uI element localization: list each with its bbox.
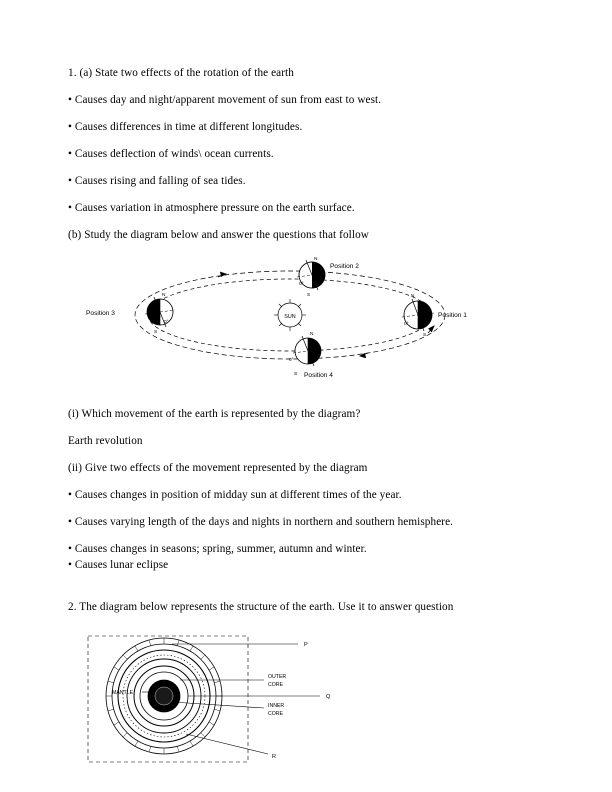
bullet-1a-4: • Causes rising and falling of sea tides. — [68, 175, 246, 187]
answer-1bi: Earth revolution — [68, 435, 143, 447]
position-1-north-label: N — [411, 294, 415, 299]
position-3-north-label: N — [162, 293, 166, 298]
question-1b: (b) Study the diagram below and answer the questions that follow — [68, 229, 369, 241]
question-1bii: (ii) Give two effects of the movement represented by the diagram — [68, 462, 368, 474]
bullet-1bii-1: • Causes changes in position of midday sun at different times of the year. — [68, 489, 402, 501]
question-1bi: (i) Which movement of the earth is represented by the diagram? — [68, 408, 361, 420]
bullet-1bii-2: • Causes varying length of the days and nights in northern and southern hemisphere. — [68, 516, 454, 528]
position-4-north-label: N — [310, 332, 314, 337]
position-4-label: Position 4 — [304, 372, 333, 379]
earth-revolution-diagram — [68, 255, 548, 383]
label-outer-core-line2: CORE — [268, 682, 283, 688]
position-2-north-label: N — [314, 257, 318, 262]
position-2-label: Position 2 — [330, 263, 359, 270]
bullet-1bii-3: • Causes changes in seasons; spring, summer, autumn and winter. — [68, 543, 367, 555]
sun-label: SUN — [284, 314, 296, 320]
position-4-group — [289, 331, 333, 379]
position-4-south-label: S — [294, 372, 298, 377]
document-body — [68, 66, 548, 770]
position-2-south-label: S — [307, 293, 311, 298]
label-q: Q — [326, 694, 331, 700]
bullet-1a-5: • Causes variation in atmosphere pressure on the earth surface. — [68, 202, 355, 214]
label-inner-core-line1: INNER — [268, 703, 285, 709]
earth-structure-diagram — [68, 630, 548, 770]
position-2-group — [297, 256, 359, 298]
position-1-group — [402, 293, 467, 338]
question-2: 2. The diagram below represents the structure of the earth. Use it to answer question — [68, 601, 454, 613]
position-2-equator-label: 0° — [299, 282, 304, 287]
position-3-group — [86, 292, 175, 335]
label-r: R — [272, 754, 277, 760]
position-3-south-label: S — [154, 330, 158, 335]
position-3-label: Position 3 — [86, 310, 115, 317]
label-inner-core-line2: CORE — [268, 711, 283, 717]
position-1-equator-label: 0° — [404, 322, 409, 327]
bullet-1a-2: • Causes differences in time at different longitudes. — [68, 121, 303, 133]
label-mantle: MANTLE — [112, 690, 134, 696]
bullet-1bii-4: • Causes lunar eclipse — [68, 559, 169, 571]
bullet-1a-3: • Causes deflection of winds\ ocean currents. — [68, 148, 274, 160]
position-1-south-label: S — [423, 333, 427, 338]
position-4-equator-label: 0° — [289, 358, 294, 363]
question-1a: 1. (a) State two effects of the rotation of the earth — [68, 67, 294, 79]
label-outer-core-line1: OUTER — [268, 674, 287, 680]
bullet-1a-1: • Causes day and night/apparent movement of sun from east to west. — [68, 94, 382, 106]
position-3-equator-label: 0° — [164, 320, 169, 325]
label-p: P — [304, 642, 308, 648]
position-1-label: Position 1 — [438, 312, 467, 319]
sun-symbol — [274, 299, 306, 331]
